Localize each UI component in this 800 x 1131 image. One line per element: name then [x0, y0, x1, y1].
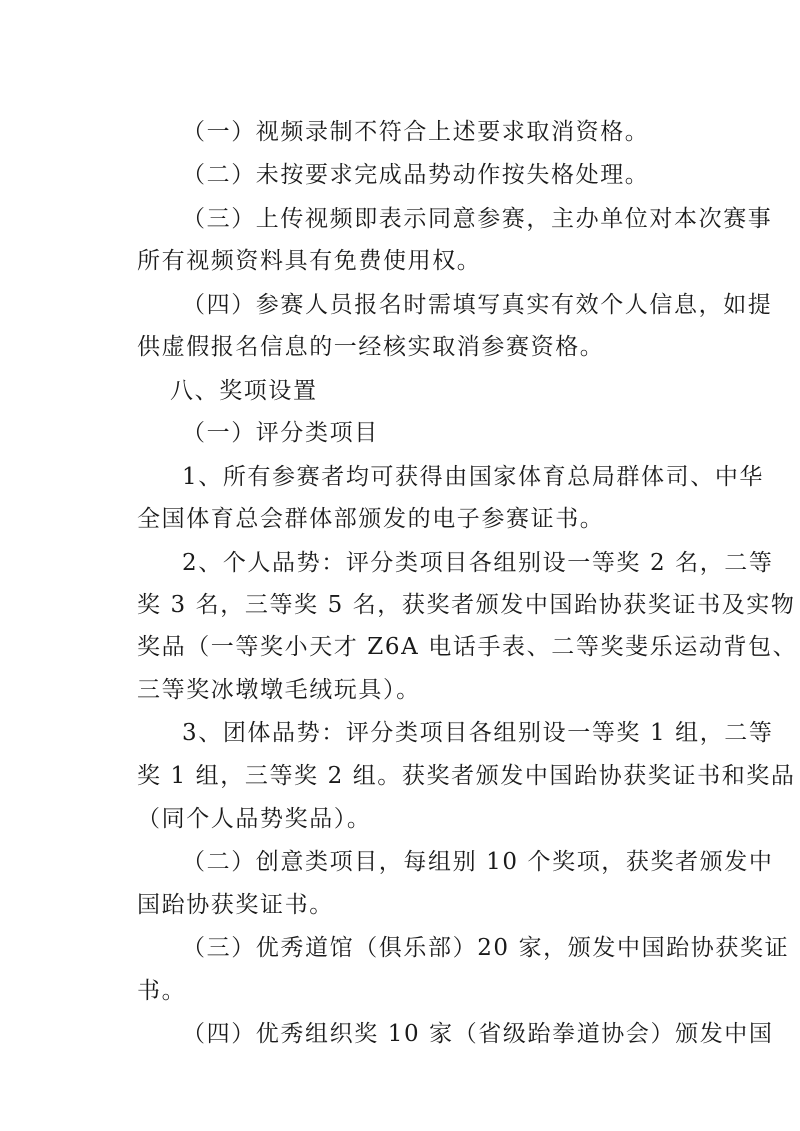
award-item-1-continuation: 全国体育总会群体部颁发的电子参赛证书。 [137, 506, 605, 532]
award-item-3-line: 3、团体品势：评分类项目各组别设一等奖 1 组，二等 [182, 720, 774, 746]
rule-2-line: （二）未按要求完成品势动作按失格处理。 [182, 162, 650, 188]
rule-1-line: （一）视频录制不符合上述要求取消资格。 [182, 119, 650, 145]
subsection-dojo-line: （三）优秀道馆（俱乐部）20 家，颁发中国跆协获奖证 [182, 935, 790, 961]
rule-3-line: （三）上传视频即表示同意参赛，主办单位对本次赛事 [182, 206, 773, 232]
award-item-2-continuation-2: 奖品（一等奖小天才 Z6A 电话手表、二等奖斐乐运动背包、 [137, 634, 798, 660]
award-item-3-continuation-1: 奖 1 组，三等奖 2 组。获奖者颁发中国跆协获奖证书和奖品 [137, 763, 796, 789]
award-item-2-continuation-3: 三等奖冰墩墩毛绒玩具）。 [137, 677, 421, 703]
rule-4-continuation: 供虚假报名信息的一经核实取消参赛资格。 [137, 334, 605, 360]
subsection-dojo-continuation: 书。 [137, 978, 187, 1004]
subsection-organization-line: （四）优秀组织奖 10 家（省级跆拳道协会）颁发中国 [182, 1021, 774, 1047]
subsection-scoring-title: （一）评分类项目 [182, 420, 379, 446]
award-item-3-continuation-2: （同个人品势奖品）。 [137, 806, 372, 832]
section-heading-awards: 八、奖项设置 [170, 378, 318, 404]
rule-4-line: （四）参赛人员报名时需填写真实有效个人信息，如提 [182, 292, 773, 318]
rule-3-continuation: 所有视频资料具有免费使用权。 [137, 248, 482, 274]
award-item-1-line: 1、所有参赛者均可获得由国家体育总局群体司、中华 [182, 464, 765, 490]
subsection-creative-line: （二）创意类项目，每组别 10 个奖项，获奖者颁发中 [182, 849, 774, 875]
award-item-2-continuation-1: 奖 3 名，三等奖 5 名，获奖者颁发中国跆协获奖证书及实物 [137, 592, 796, 618]
award-item-2-line: 2、个人品势：评分类项目各组别设一等奖 2 名，二等 [182, 550, 774, 576]
subsection-creative-continuation: 国跆协获奖证书。 [137, 892, 334, 918]
